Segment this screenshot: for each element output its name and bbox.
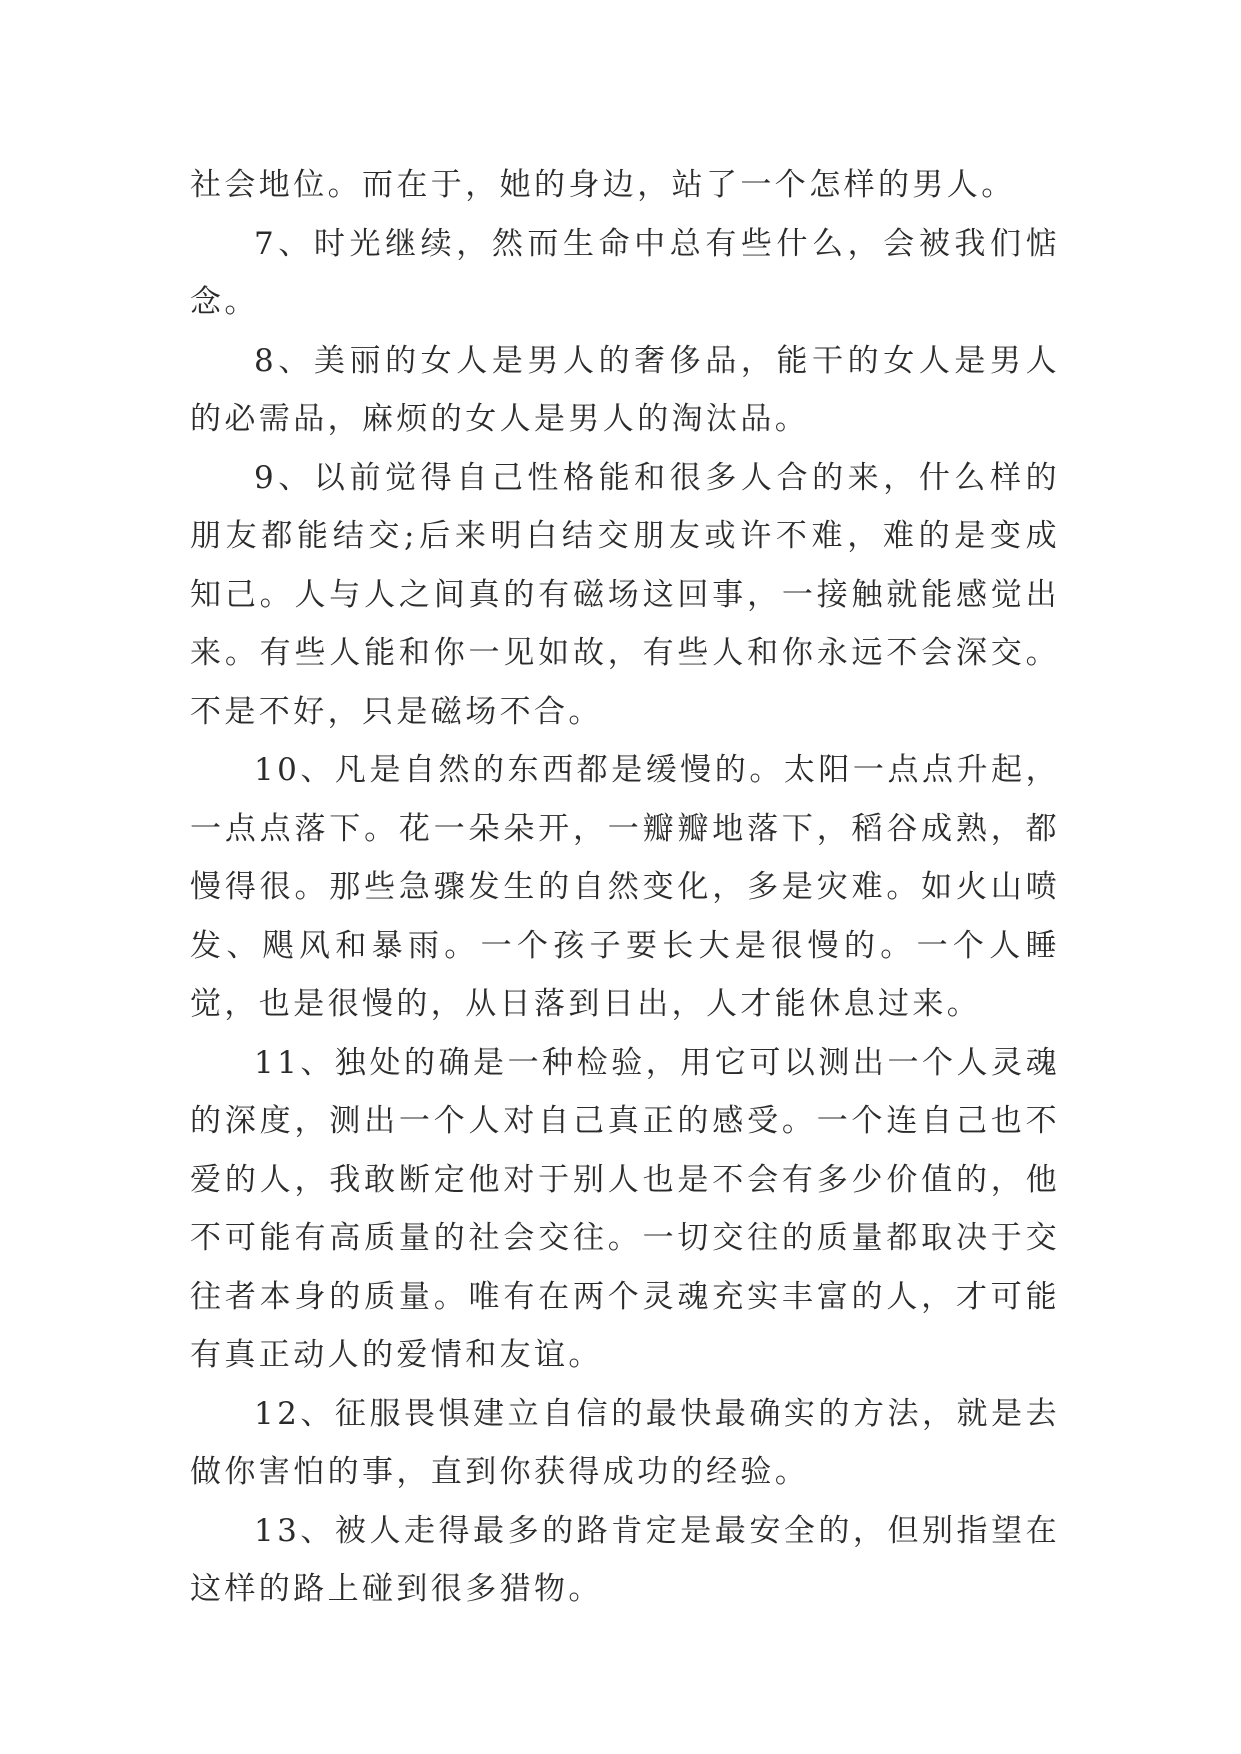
- paragraph-item-11: 11、独处的确是一种检验，用它可以测出一个人灵魂的深度，测出一个人对自己真正的感受。一个连自己也不爱的人，我敢断定他对于别人也是不会有多少价值的，他不可能有高质量的社会交往。一切交往的质量都取决于交往者本身的质量。唯有在两个灵魂充实丰富的人，才可能有真正动人的爱情和友谊。: [190, 1044, 1060, 1373]
- paragraph-item-13: 13、被人走得最多的路肯定是最安全的，但别指望在这样的路上碰到很多猎物。: [190, 1512, 1060, 1607]
- paragraph-continuation: 社会地位。而在于，她的身边，站了一个怎样的男人。: [190, 167, 1016, 203]
- paragraph-item-9: 9、以前觉得自己性格能和很多人合的来，什么样的朋友都能结交;后来明白结交朋友或许不难，难的是变成知己。人与人之间真的有磁场这回事，一接触就能感觉出来。有些人能和你一见如故，有些人和你永远不会深交。不是不好，只是磁场不合。: [190, 459, 1060, 730]
- paragraph-item-7: 7、时光继续，然而生命中总有些什么，会被我们惦念。: [190, 225, 1060, 320]
- document-body: [190, 156, 1060, 1619]
- paragraph-item-10: 10、凡是自然的东西都是缓慢的。太阳一点点升起，一点点落下。花一朵朵开，一瓣瓣地落下，稻谷成熟，都慢得很。那些急骤发生的自然变化，多是灾难。如火山喷发、飓风和暴雨。一个孩子要长大是很慢的。一个人睡觉，也是很慢的，从日落到日出，人才能休息过来。: [190, 752, 1060, 1022]
- paragraph-item-12: 12、征服畏惧建立自信的最快最确实的方法，就是去做你害怕的事，直到你获得成功的经验。: [190, 1395, 1060, 1490]
- paragraph-item-8: 8、美丽的女人是男人的奢侈品，能干的女人是男人的必需品，麻烦的女人是男人的淘汰品。: [190, 342, 1060, 437]
